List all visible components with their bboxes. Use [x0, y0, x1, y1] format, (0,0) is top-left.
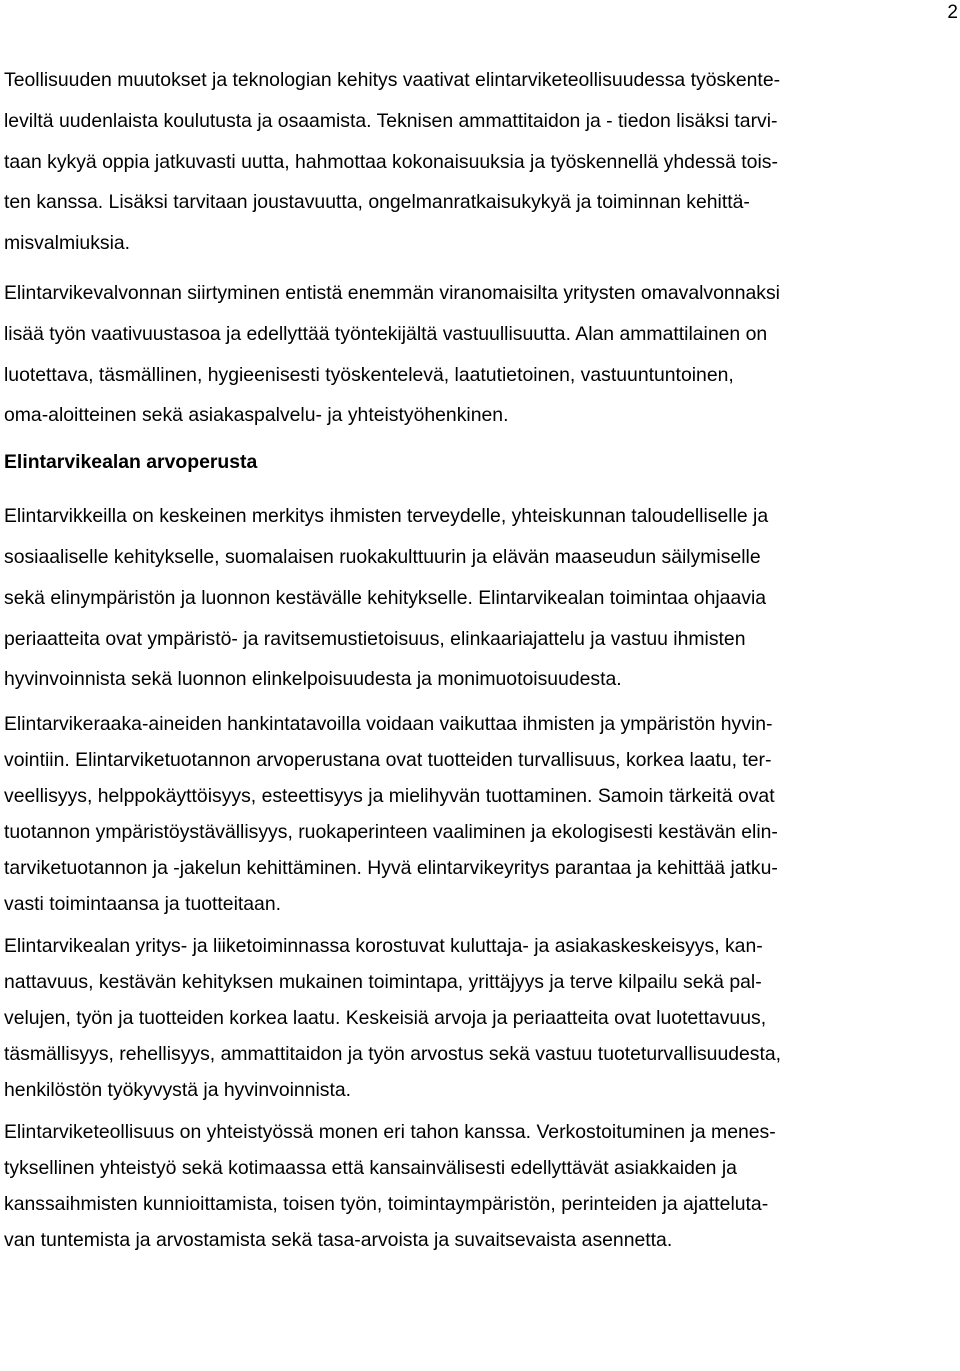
text-line: vointiin. Elintarviketuotannon arvoperustana ovat tuotteiden turvallisuus, korkea laatu, ter-	[4, 749, 772, 772]
text-line: sekä elinympäristön ja luonnon kestävälle kehitykselle. Elintarvikealan toimintaa ohjaavia	[4, 586, 767, 609]
text-line: Elintarvikeraaka-aineiden hankintatavoilla voidaan vaikuttaa ihmisten ja ympäristön hyvin-	[4, 713, 773, 736]
section-heading: Elintarvikealan arvoperusta	[4, 451, 258, 474]
text-line: nattavuus, kestävän kehityksen mukainen toimintapa, yrittäjyys ja terve kilpailu sekä pal-	[4, 971, 762, 994]
text-line: lisää työn vaativuustasoa ja edellyttää työntekijältä vastuullisuutta. Alan ammattilainen on	[4, 322, 768, 345]
text-line: periaatteita ovat ympäristö- ja ravitsemustietoisuus, elinkaariajattelu ja vastuu ihmisten	[4, 627, 746, 650]
paragraph-business	[4, 928, 956, 1108]
paragraph-raw-materials	[4, 706, 956, 922]
text-line: täsmällisyys, rehellisyys, ammattitaidon ja työn arvostus sekä vastuu tuoteturvallisuudesta,	[4, 1043, 782, 1066]
text-line: leviltä uudenlaista koulutusta ja osaamista. Teknisen ammattitaidon ja - tiedon lisäksi tarvi-	[4, 109, 778, 132]
text-line: kanssaihmisten kunnioittamista, toisen työn, toimintaympäristön, perinteiden ja ajatteluta-	[4, 1193, 769, 1216]
text-line: veellisyys, helppokäyttöisyys, esteettisyys ja mielihyvän tuottaminen. Samoin tärkeitä ovat	[4, 785, 775, 808]
text-line: Teollisuuden muutokset ja teknologian kehitys vaativat elintarviketeollisuudessa työskente-	[4, 69, 781, 91]
text-line: luotettava, täsmällinen, hygieenisesti työskentelevä, laatutietoinen, vastuuntuntoinen,	[4, 363, 734, 386]
text-line: oma-aloitteinen sekä asiakaspalvelu- ja yhteistyöhenkinen.	[4, 404, 509, 427]
text-line: van tuntemista ja arvostamista sekä tasa-arvoista ja suvaitsevaista asennetta.	[4, 1229, 673, 1252]
document-body	[4, 60, 956, 1258]
text-line: vasti toimintaansa ja tuotteitaan.	[4, 893, 282, 916]
text-line: velujen, työn ja tuotteiden korkea laatu. Keskeisiä arvoja ja periaatteita ovat luotettavuus,	[4, 1007, 767, 1030]
text-line: tarviketuotannon ja -jakelun kehittäminen. Hyvä elintarvikeyritys parantaa ja kehittää jatku-	[4, 857, 778, 880]
text-line: Elintarvikevalvonnan siirtyminen entistä enemmän viranomaisilta yritysten omavalvonnaksi	[4, 281, 780, 304]
paragraph-values-significance	[4, 496, 956, 700]
paragraph-food-control	[4, 273, 956, 436]
text-line: sosiaaliselle kehitykselle, suomalaisen ruokakulttuurin ja elävän maaseudun säilymiselle	[4, 545, 761, 568]
text-line: taan kykyä oppia jatkuvasti uutta, hahmottaa kokonaisuuksia ja työskennellä yhdessä tois-	[4, 150, 778, 173]
text-line: henkilöstön työkyvystä ja hyvinvoinnista.	[4, 1079, 352, 1102]
text-line: tuotannon ympäristöystävällisyys, ruokaperinteen vaaliminen ja ekologisesti kestävän elin-	[4, 821, 778, 844]
paragraph-cooperation	[4, 1114, 956, 1258]
text-line: ten kanssa. Lisäksi tarvitaan joustavuutta, ongelmanratkaisukykyä ja toiminnan kehittä-	[4, 191, 750, 214]
text-line: hyvinvoinnista sekä luonnon elinkelpoisuudesta ja monimuotoisuudesta.	[4, 668, 622, 691]
text-line: Elintarvikkeilla on keskeinen merkitys ihmisten terveydelle, yhteiskunnan taloudelliselle ja	[4, 505, 769, 528]
paragraph-intro	[4, 60, 956, 264]
text-line: tyksellinen yhteistyö sekä kotimaassa että kansainvälisesti edellyttävät asiakkaiden ja	[4, 1157, 737, 1180]
text-line: Elintarviketeollisuus on yhteistyössä monen eri tahon kanssa. Verkostoituminen ja menes-	[4, 1121, 776, 1144]
text-line: Elintarvikealan yritys- ja liiketoiminnassa korostuvat kuluttaja- ja asiakaskeskeisyys, kan-	[4, 935, 763, 958]
text-line: misvalmiuksia.	[4, 232, 131, 255]
page-number: 2	[947, 2, 958, 23]
